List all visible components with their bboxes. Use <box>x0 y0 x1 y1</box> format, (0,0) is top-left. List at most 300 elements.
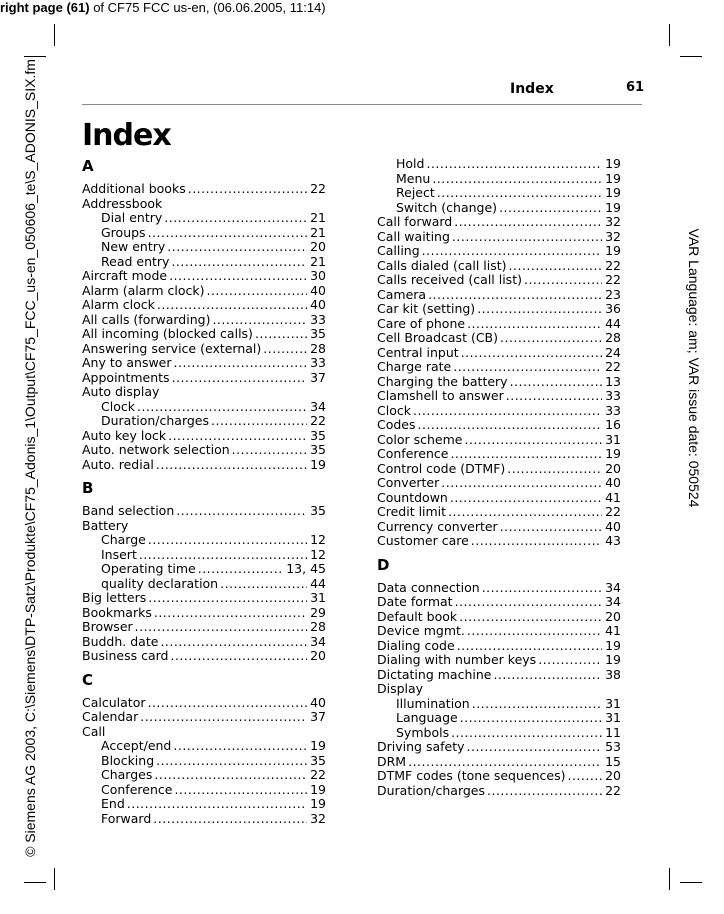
dot-leader <box>418 418 603 433</box>
dot-leader <box>452 230 602 245</box>
index-entry <box>377 639 621 654</box>
dot-leader <box>524 273 602 288</box>
side-file-path: © Siemens AG 2003, C:\Siemens\DTP-Satz\Produkte\CF75_Adonis_1\Output\CF75_FCC_us-en_050606_te\S_ADONIS_SIX.fm <box>22 59 38 857</box>
index-page-ref: 19 <box>605 652 621 667</box>
dot-leader <box>172 371 308 386</box>
dot-leader <box>413 404 602 419</box>
dot-leader <box>464 433 602 448</box>
index-term: Accept/end <box>101 738 172 753</box>
index-page-ref: 16 <box>605 417 621 432</box>
index-entry <box>82 649 326 664</box>
index-subentry <box>82 533 326 548</box>
index-page-ref: 13, 45 <box>286 561 326 576</box>
dot-leader <box>157 298 307 313</box>
index-page-ref: 31 <box>605 431 621 447</box>
index-term: Clock <box>101 398 135 414</box>
dot-leader <box>510 375 603 390</box>
index-subentry <box>82 400 326 415</box>
dot-leader <box>455 595 603 610</box>
dot-leader <box>171 255 307 270</box>
page-title: Index <box>82 118 171 153</box>
index-term: Control code (DTMF) <box>377 460 506 476</box>
index-term: All incoming (blocked calls) <box>82 326 253 341</box>
index-entry <box>377 375 621 390</box>
index-term: Dialing code <box>377 637 455 653</box>
index-term: Business card <box>82 648 169 663</box>
index-entry <box>377 360 621 375</box>
index-page-ref: 21 <box>310 224 326 240</box>
index-term: Insert <box>101 546 137 562</box>
dot-leader <box>428 288 602 303</box>
index-term: Driving safety <box>377 739 465 754</box>
index-entry <box>377 476 621 491</box>
index-term: Dialing with number keys <box>377 652 537 667</box>
dot-leader <box>451 726 602 741</box>
index-heading-entry: Auto display <box>82 384 160 399</box>
index-entry <box>377 418 621 433</box>
index-subentry <box>377 186 621 201</box>
dot-leader <box>453 360 602 375</box>
index-term: Date format <box>377 594 453 609</box>
index-entry <box>377 595 621 610</box>
index-term: Dial entry <box>101 210 163 225</box>
index-term: Switch (change) <box>396 199 498 215</box>
index-entry <box>377 302 621 317</box>
index-subentry <box>377 726 621 741</box>
index-page-ref: 20 <box>605 460 621 476</box>
dot-leader <box>148 226 308 241</box>
dot-leader <box>500 331 602 346</box>
index-subentry <box>82 414 326 429</box>
index-column-1 <box>82 157 326 826</box>
index-term: Read entry <box>101 253 170 269</box>
dot-leader <box>482 581 602 596</box>
index-page-ref: 53 <box>605 739 621 754</box>
crop-mark <box>669 868 670 890</box>
index-term: Calling <box>377 243 420 258</box>
index-term: Currency converter <box>377 518 498 534</box>
dot-leader <box>154 768 307 783</box>
dot-leader <box>454 215 602 230</box>
index-term: Converter <box>377 475 440 490</box>
index-page-ref: 38 <box>605 666 621 682</box>
print-header <box>0 0 326 15</box>
index-page-ref: 12 <box>310 546 326 562</box>
section-letter: A <box>82 157 94 175</box>
index-entry <box>82 606 326 621</box>
index-term: Forward <box>101 810 152 826</box>
index-page-ref: 21 <box>310 253 326 269</box>
index-page-ref: 40 <box>605 518 621 534</box>
index-term: Auto. redial <box>82 456 154 472</box>
crop-mark <box>54 24 55 46</box>
index-term: Groups <box>101 224 146 240</box>
dot-leader <box>127 797 307 812</box>
index-subentry <box>82 226 326 241</box>
dot-leader <box>174 356 308 371</box>
dot-leader <box>459 610 602 625</box>
index-page-ref: 36 <box>605 301 621 316</box>
index-page-ref: 22 <box>605 504 621 519</box>
index-page-ref: 20 <box>310 648 326 663</box>
index-entry <box>377 288 621 303</box>
index-page-ref: 41 <box>605 623 621 638</box>
dot-leader <box>147 696 307 711</box>
index-term: Clamshell to answer <box>377 388 504 403</box>
index-page-ref: 33 <box>310 311 326 327</box>
index-entry <box>377 230 621 245</box>
dot-leader <box>432 172 602 187</box>
index-page-ref: 41 <box>605 489 621 505</box>
crop-mark <box>680 882 702 883</box>
index-page-ref: 44 <box>310 575 326 591</box>
index-term: Browser <box>82 619 133 634</box>
index-term: quality declaration <box>101 575 219 591</box>
dot-leader <box>460 711 602 726</box>
dot-leader <box>188 182 307 197</box>
index-page-ref: 40 <box>310 282 326 298</box>
section-letter: D <box>377 555 390 574</box>
index-term: Band selection <box>82 503 175 518</box>
index-page-ref: 40 <box>310 297 326 312</box>
index-page-ref: 19 <box>605 446 621 461</box>
dot-leader <box>170 649 307 664</box>
index-term: Illumination <box>396 695 470 711</box>
index-page-ref: 22 <box>310 767 326 782</box>
index-page-ref: 33 <box>310 355 326 370</box>
index-page-ref: 34 <box>310 633 326 649</box>
index-term: Symbols <box>396 724 450 740</box>
index-entry <box>377 755 621 770</box>
crop-mark <box>680 56 702 57</box>
index-page-ref: 22 <box>605 359 621 374</box>
index-page-ref: 19 <box>605 170 621 186</box>
index-term: Credit limit <box>377 504 447 519</box>
index-term: Any to answer <box>82 355 172 370</box>
dot-leader <box>211 414 307 429</box>
index-term: Reject <box>396 185 435 200</box>
index-entry <box>82 458 326 473</box>
side-language-note: VAR Language: am; VAR issue date: 050524 <box>686 228 702 508</box>
index-term: Color scheme <box>377 431 463 447</box>
index-term: Alarm clock <box>82 297 155 312</box>
index-entry <box>82 284 326 299</box>
index-subentry <box>82 812 326 827</box>
index-entry <box>82 620 326 635</box>
index-entry <box>377 215 621 230</box>
index-term: Calendar <box>82 709 139 724</box>
index-page-ref: 32 <box>310 810 326 826</box>
index-term: Care of phone <box>377 315 466 331</box>
dot-leader <box>499 201 602 216</box>
dot-leader <box>450 491 602 506</box>
index-term: Answering service (external) <box>82 340 262 356</box>
dot-leader <box>437 186 602 201</box>
index-term: Countdown <box>377 489 448 505</box>
index-page-ref: 22 <box>605 257 621 273</box>
dot-leader <box>164 211 307 226</box>
index-entry <box>82 371 326 386</box>
index-entry <box>377 273 621 288</box>
section-spacer <box>82 664 326 671</box>
dot-leader <box>176 504 307 519</box>
index-entry <box>377 404 621 419</box>
index-term: Default book <box>377 608 458 624</box>
crop-mark <box>24 56 46 57</box>
index-term: Call forward <box>377 214 453 229</box>
index-page-ref: 19 <box>605 637 621 653</box>
dot-leader <box>471 534 602 549</box>
index-entry <box>377 433 621 448</box>
index-page-ref: 19 <box>605 156 621 171</box>
index-term: Central input <box>377 344 459 360</box>
dot-leader <box>156 458 307 473</box>
index-term: Menu <box>396 170 431 186</box>
index-entry <box>377 581 621 596</box>
index-page-ref: 33 <box>605 388 621 403</box>
dot-leader <box>477 302 602 317</box>
index-term: Cell Broadcast (CB) <box>377 330 498 345</box>
index-subentry <box>82 797 326 812</box>
dot-leader <box>263 342 307 357</box>
index-page-ref: 43 <box>605 533 621 548</box>
index-page-ref: 28 <box>605 330 621 345</box>
index-subentry <box>82 739 326 754</box>
page-number: 61 <box>626 80 645 95</box>
dot-leader <box>153 812 307 827</box>
index-heading-entry: Addressbook <box>82 195 163 211</box>
dot-leader <box>137 400 307 415</box>
index-page-ref: 20 <box>310 239 326 254</box>
dot-leader <box>255 327 307 342</box>
dot-leader <box>506 389 602 404</box>
index-heading-entry: Display <box>377 681 424 696</box>
index-term: Call waiting <box>377 228 450 244</box>
dot-leader <box>538 653 602 668</box>
index-term: Blocking <box>101 752 155 768</box>
section-spacer <box>82 472 326 479</box>
index-subentry <box>82 548 326 563</box>
index-term: Data connection <box>377 579 480 595</box>
index-page-ref: 34 <box>605 579 621 595</box>
dot-leader <box>148 591 307 606</box>
crop-mark <box>24 882 46 883</box>
index-page-ref: 31 <box>310 590 326 605</box>
index-entry <box>377 346 621 361</box>
index-subentry <box>377 157 621 172</box>
index-entry <box>377 740 621 755</box>
index-subentry <box>377 172 621 187</box>
dot-leader <box>567 769 602 784</box>
index-page-ref: 35 <box>310 752 326 768</box>
index-term: Appointments <box>82 369 170 385</box>
crop-mark <box>669 24 670 46</box>
index-entry <box>82 591 326 606</box>
index-subentry <box>82 240 326 255</box>
dot-leader <box>232 443 307 458</box>
section-letter: B <box>82 479 94 497</box>
index-page-ref: 35 <box>310 326 326 341</box>
section-spacer <box>377 549 621 556</box>
index-page-ref: 34 <box>605 594 621 609</box>
index-page-ref: 30 <box>310 268 326 283</box>
index-term: Operating time <box>101 561 196 576</box>
index-term: Big letters <box>82 590 147 605</box>
dot-leader <box>426 157 602 172</box>
index-term: End <box>101 796 125 811</box>
index-column-2 <box>377 157 621 798</box>
index-entry <box>377 389 621 404</box>
dot-leader <box>160 635 307 650</box>
index-page-ref: 22 <box>310 413 326 428</box>
index-entry <box>82 710 326 725</box>
index-page-ref: 12 <box>310 532 326 547</box>
index-term: Conference <box>101 781 173 797</box>
index-term: Buddh. date <box>82 633 159 649</box>
dot-leader <box>507 462 602 477</box>
index-subentry <box>82 562 326 577</box>
index-page-ref: 20 <box>605 608 621 624</box>
index-page-ref: 31 <box>605 695 621 711</box>
dot-leader <box>467 317 602 332</box>
dot-leader <box>422 244 602 259</box>
dot-leader <box>174 783 307 798</box>
index-entry <box>82 182 326 197</box>
dot-leader <box>140 710 307 725</box>
print-header-bold: right page (61) <box>0 0 90 15</box>
dot-leader <box>135 620 307 635</box>
index-entry <box>377 624 621 639</box>
index-term: Charge <box>101 532 146 547</box>
index-page-ref: 19 <box>605 185 621 200</box>
index-page-ref: 35 <box>310 442 326 457</box>
index-term: DRM <box>377 753 407 769</box>
index-term: Alarm (alarm clock) <box>82 282 205 298</box>
index-page-ref: 40 <box>605 475 621 490</box>
index-page-ref: 15 <box>605 753 621 769</box>
index-entry <box>377 784 621 799</box>
index-entry <box>377 317 621 332</box>
index-entry <box>82 696 326 711</box>
dot-leader <box>448 505 602 520</box>
index-page-ref: 22 <box>605 272 621 287</box>
index-page-ref: 37 <box>310 369 326 385</box>
index-page-ref: 19 <box>310 456 326 472</box>
index-term: Duration/charges <box>377 782 486 798</box>
dot-leader <box>139 548 307 563</box>
dot-leader <box>206 284 307 299</box>
dot-leader <box>156 754 307 769</box>
dot-leader <box>220 577 307 592</box>
index-page-ref: 40 <box>310 694 326 710</box>
index-entry <box>377 534 621 549</box>
dot-leader <box>500 520 602 535</box>
index-subentry <box>82 768 326 783</box>
index-entry <box>82 356 326 371</box>
index-subentry <box>82 754 326 769</box>
index-term: Charging the battery <box>377 373 508 389</box>
index-page-ref: 32 <box>605 228 621 244</box>
dot-leader <box>148 533 307 548</box>
index-entry <box>82 443 326 458</box>
index-page-ref: 35 <box>310 503 326 518</box>
index-entry <box>82 429 326 444</box>
index-page-ref: 13 <box>605 373 621 389</box>
index-entry <box>377 505 621 520</box>
dot-leader <box>461 346 602 361</box>
index-page-ref: 24 <box>605 344 621 360</box>
dot-leader <box>212 313 307 328</box>
index-page-ref: 33 <box>605 402 621 418</box>
index-term: Codes <box>377 417 416 432</box>
index-page-ref: 23 <box>605 286 621 302</box>
index-entry <box>82 342 326 357</box>
index-entry <box>377 610 621 625</box>
index-term: Additional books <box>82 181 186 196</box>
index-term: Calculator <box>82 694 146 710</box>
index-term: Device mgmt. <box>377 623 465 638</box>
index-term: Camera <box>377 286 427 302</box>
dot-leader <box>450 447 602 462</box>
index-term: Aircraft mode <box>82 268 168 283</box>
index-page-ref: 22 <box>310 181 326 196</box>
index-term: Bookmarks <box>82 604 152 620</box>
dot-leader <box>467 624 602 639</box>
index-term: Charges <box>101 767 153 782</box>
index-term: Conference <box>377 446 449 461</box>
index-entry <box>377 259 621 274</box>
index-entry <box>377 668 621 683</box>
index-term: Calls dialed (call list) <box>377 257 507 273</box>
index-page-ref: 28 <box>310 340 326 356</box>
index-subentry <box>377 697 621 712</box>
dot-leader <box>198 562 284 577</box>
index-term: New entry <box>101 239 166 254</box>
dot-leader <box>441 476 602 491</box>
index-page-ref: 35 <box>310 427 326 443</box>
index-entry <box>82 269 326 284</box>
index-term: Customer care <box>377 533 469 548</box>
index-term: Auto. network selection <box>82 442 230 457</box>
index-heading-entry: Call <box>82 723 106 739</box>
index-page-ref: 20 <box>605 768 621 783</box>
index-page-ref: 44 <box>605 315 621 331</box>
dot-leader <box>173 739 307 754</box>
index-subentry <box>82 783 326 798</box>
running-title: Index <box>510 81 554 97</box>
index-page-ref: 19 <box>310 738 326 753</box>
index-entry <box>82 504 326 519</box>
index-page-ref: 28 <box>310 619 326 634</box>
index-term: Calls received (call list) <box>377 272 522 287</box>
index-entry <box>377 447 621 462</box>
header-rule <box>82 104 642 105</box>
index-subentry <box>377 711 621 726</box>
index-term: Hold <box>396 156 425 171</box>
dot-leader <box>467 740 603 755</box>
index-entry <box>377 769 621 784</box>
dot-leader <box>457 639 602 654</box>
index-page-ref: 19 <box>605 243 621 258</box>
index-entry <box>82 298 326 313</box>
index-page-ref: 32 <box>605 214 621 229</box>
dot-leader <box>167 240 307 255</box>
index-subentry <box>82 255 326 270</box>
index-page-ref: 37 <box>310 709 326 724</box>
index-page-ref: 19 <box>605 199 621 215</box>
index-term: Duration/charges <box>101 413 210 428</box>
index-term: Clock <box>377 402 411 418</box>
